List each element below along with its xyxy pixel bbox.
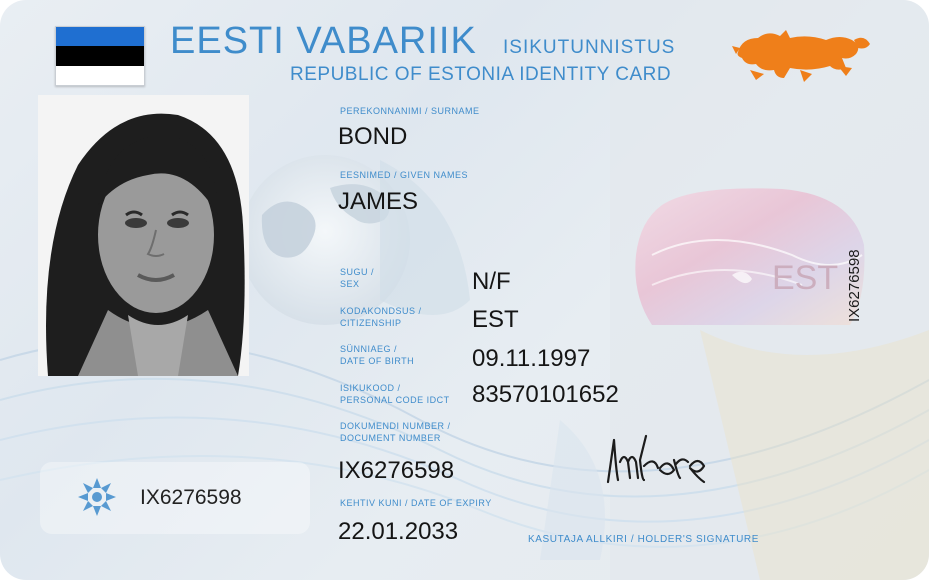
chip-document-number: IX6276598 [140, 486, 242, 509]
sex-label-ee: SUGU / [340, 267, 375, 277]
personal-code-label-en: PERSONAL CODE IDCT [340, 395, 450, 405]
citizenship-label-en: CITIZENSHIP [340, 318, 402, 328]
surname-label: PEREKONNANIMI / SURNAME [340, 106, 480, 116]
estonian-flag-icon [55, 26, 145, 86]
surname-value: BOND [338, 123, 408, 150]
document-type-estonian: ISIKUTUNNISTUS [503, 37, 676, 58]
lion-coat-of-arms-icon [730, 22, 875, 90]
vertical-document-number-text: IX6276598 [846, 249, 863, 322]
dob-label-ee: SÜNNIAEG / [340, 344, 398, 354]
cornflower-icon [76, 476, 118, 518]
citizenship-value: EST [472, 306, 519, 333]
document-number-value: IX6276598 [338, 457, 455, 484]
country-name-estonian: EESTI VABARIIK [170, 20, 477, 62]
sex-value: N/F [472, 268, 511, 295]
dob-value: 09.11.1997 [472, 345, 591, 372]
document-number-label-ee: DOKUMENDI NUMBER / [340, 421, 451, 431]
holder-signature [600, 430, 715, 490]
holder-portrait-icon [38, 95, 249, 376]
document-number-label-en: DOCUMENT NUMBER [340, 433, 441, 443]
sex-label-en: SEX [340, 279, 360, 289]
expiry-value: 22.01.2033 [338, 518, 459, 545]
dob-label-en: DATE OF BIRTH [340, 356, 415, 366]
citizenship-label-ee: KODAKONDSUS / [340, 306, 422, 316]
document-type-english: REPUBLIC OF ESTONIA IDENTITY CARD [290, 64, 672, 85]
personal-code-label-ee: ISIKUKOOD / [340, 383, 401, 393]
personal-code-value: 83570101652 [472, 381, 619, 408]
signature-label: KASUTAJA ALLKIRI / HOLDER'S SIGNATURE [528, 534, 760, 545]
vertical-document-number [833, 236, 873, 324]
hologram [632, 185, 867, 330]
expiry-label: KEHTIV KUNI / DATE OF EXPIRY [340, 498, 492, 508]
given-names-value: JAMES [338, 188, 419, 215]
hologram-est-text: EST [772, 259, 839, 297]
given-names-label: EESNIMED / GIVEN NAMES [340, 170, 469, 180]
